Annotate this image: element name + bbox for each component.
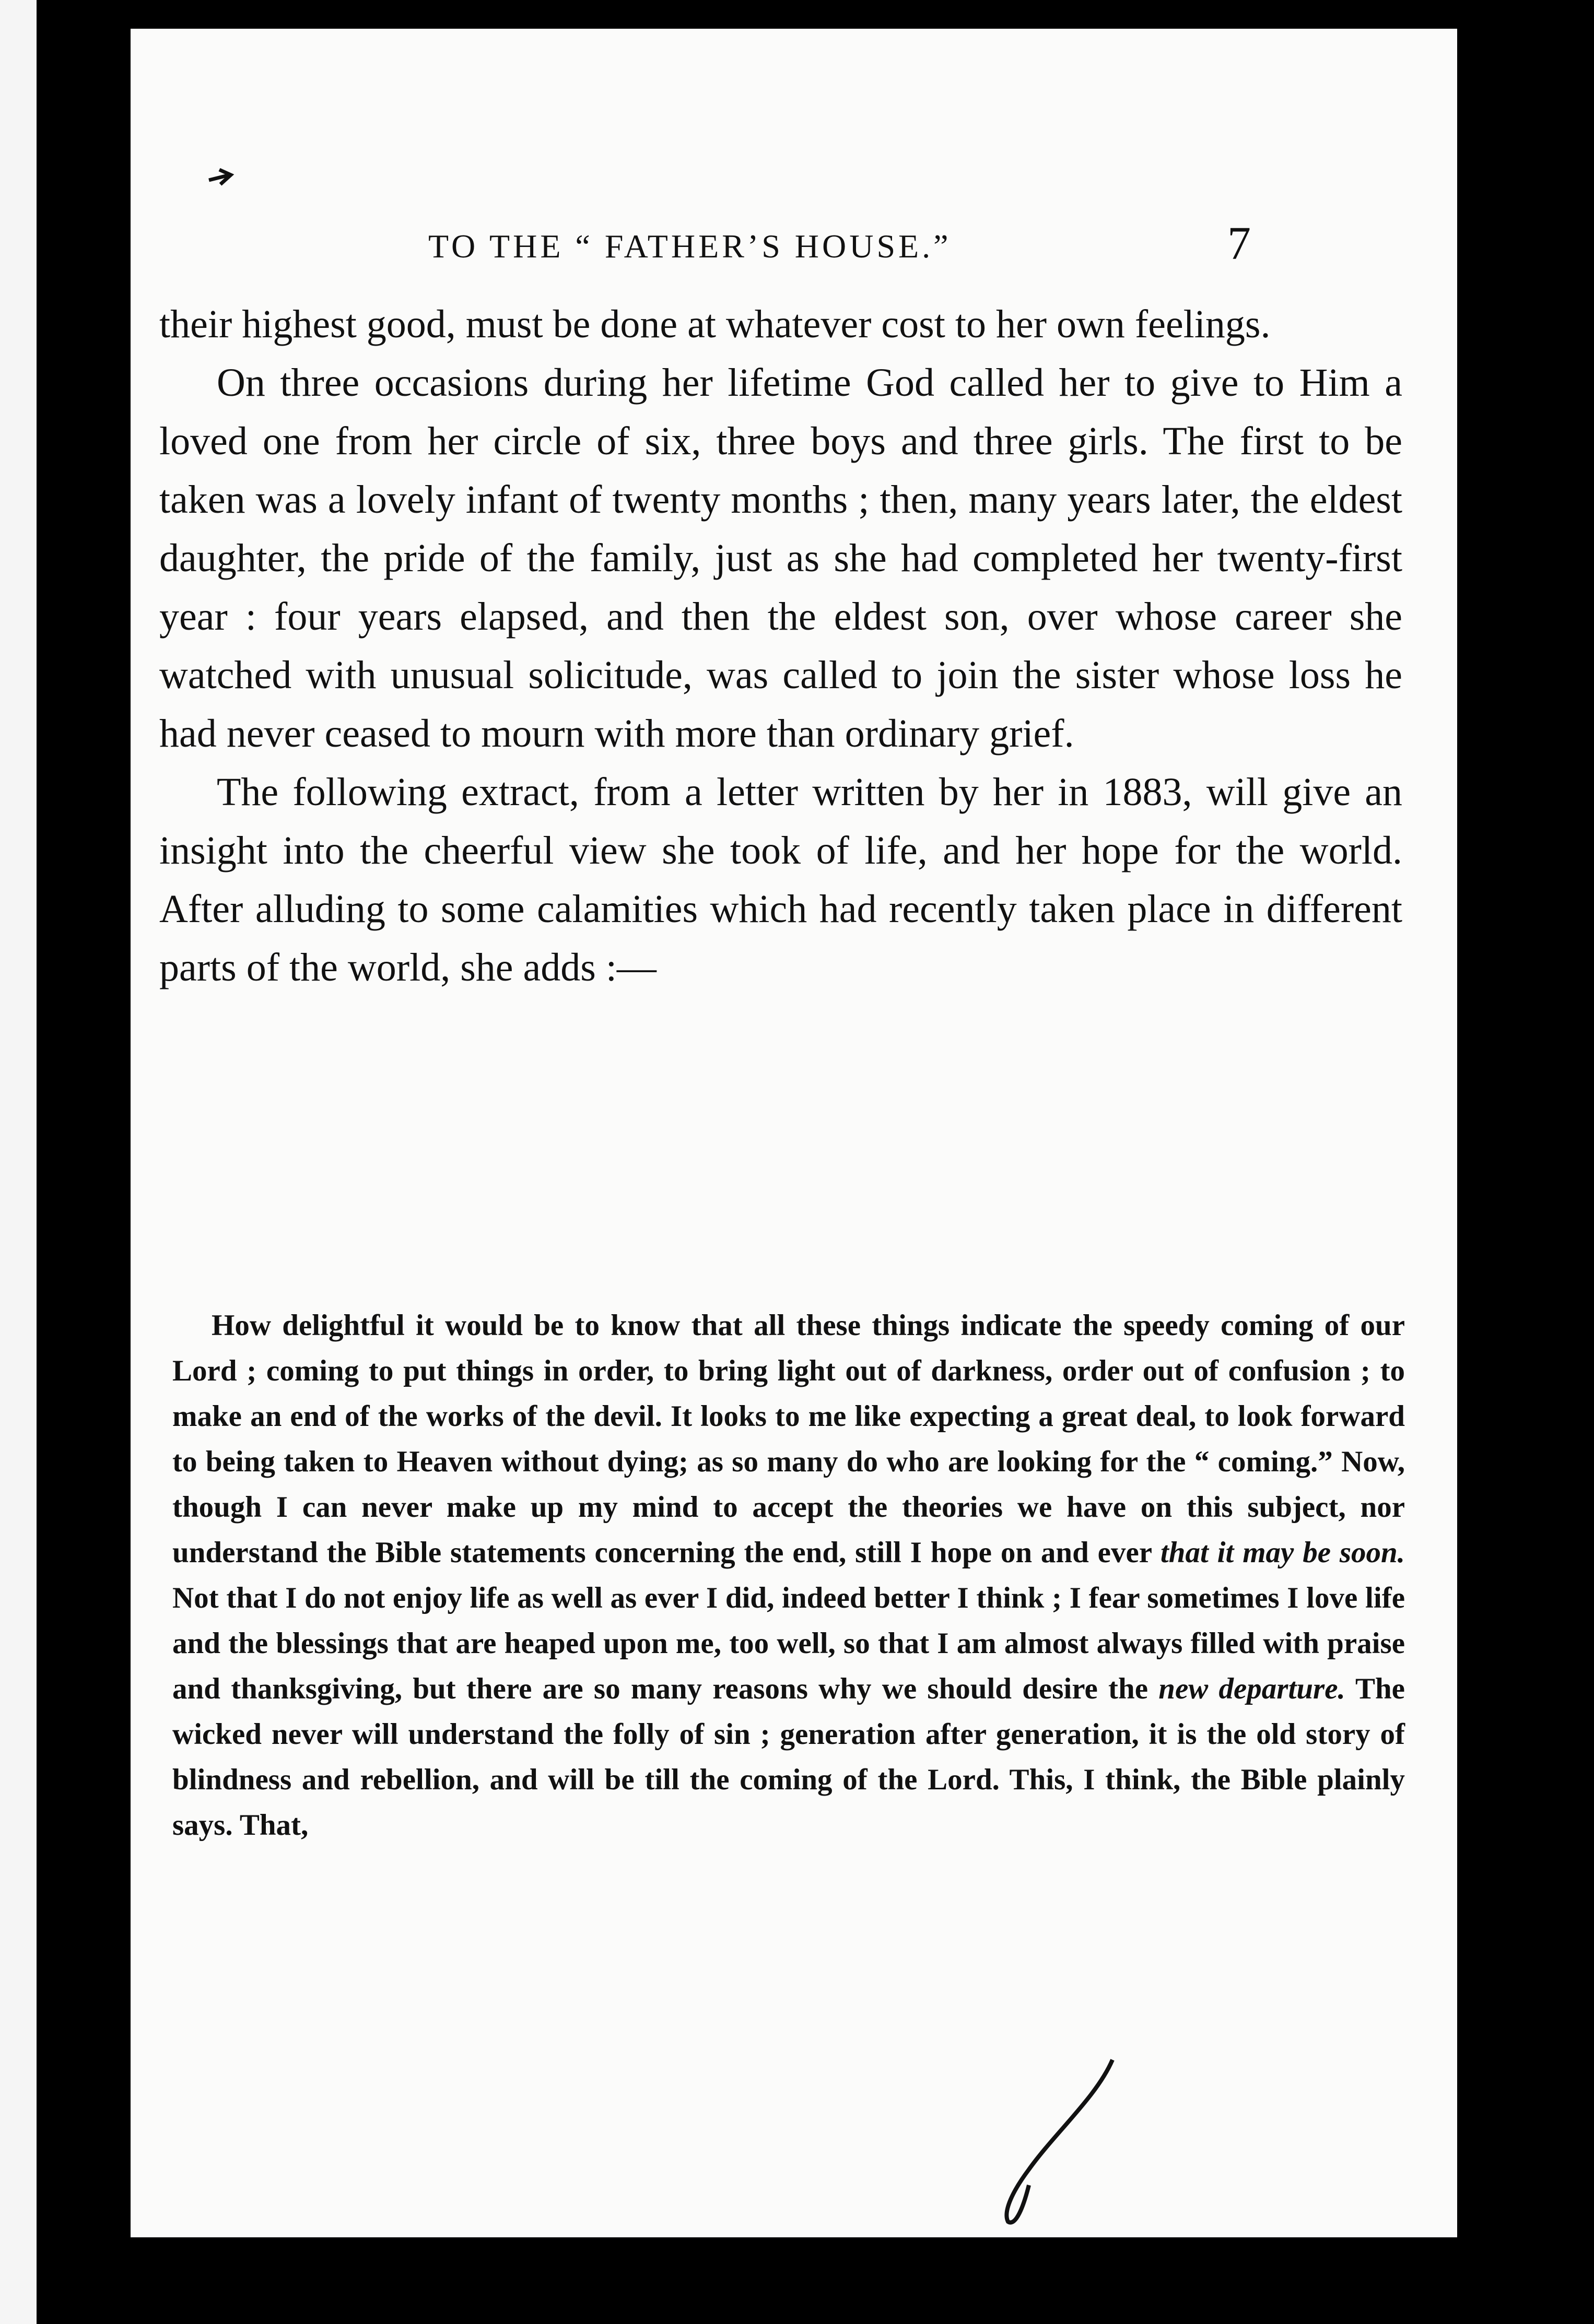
pen-stroke-mark [992,2055,1128,2232]
letter-extract-text [172,1303,1405,1848]
page-number: 7 [1227,218,1251,269]
letter-text-part-2: Not that I do not enjoy life as well as ever I did, indeed better I think ; I fear sometimes I love life and the blessings that are heaped upon me, too well, so that I am almost always filled with praise and thanksgiving, but there are so many reasons why we should desire the [172,1582,1405,1705]
book-page [131,29,1457,2237]
paragraph-extract-intro: The following extract, from a letter written by her in 1883, will give an insight into the cheerful view she took of life, and her hope for the world. After alluding to some calamities which had recently taken place in different parts of the world, she adds :— [159,770,1402,989]
letter-extract [172,1303,1405,1848]
main-text [159,295,1402,997]
letter-emphasis-soon: that it may be soon. [1160,1536,1405,1569]
paragraph-continuation: their highest good, must be done at whatever cost to her own feelings. [159,302,1271,346]
running-head: TO THE “ FATHER’S HOUSE.” [428,228,952,265]
stray-arrow-mark [204,159,245,201]
scan-margin-strip [0,0,37,2324]
paragraph-occasions: On three occasions during her lifetime God called her to give to Him a loved one from her circle of six, three boys and three girls. The first to be taken was a lovely infant of twenty months ; then, many years later, the eldest daughter, the pride of the family, just as she had completed her twenty-first year : four years elapsed, and then the eldest son, over whose career she watched with unusual solicitude, was called to join the sister whose loss he had never ceased to mourn with more than ordinary grief. [159,361,1402,756]
letter-text-part-3: The wicked never will understand the folly of sin ; generation after generation, it is the old story of blindness and rebellion, and will be till the coming of the Lord. This, I think, the Bible plainly says. That, [172,1672,1405,1842]
letter-emphasis-departure: new departure. [1158,1672,1345,1705]
letter-text-part-1: How delightful it would be to know that all these things indicate the speedy coming of our Lord ; coming to put things in order, to bring light out of darkness, order out of confusion ; to make an end of the works of the devil. It looks to me like expecting a great deal, to look forward to being taken to Heaven without dying; as so many do who are looking for the “ coming.” Now, though I can never make up my mind to accept the theories we have on this subject, nor understand the Bible statements concerning the end, still I hope on and ever [172,1309,1405,1569]
page-header [131,206,1457,269]
